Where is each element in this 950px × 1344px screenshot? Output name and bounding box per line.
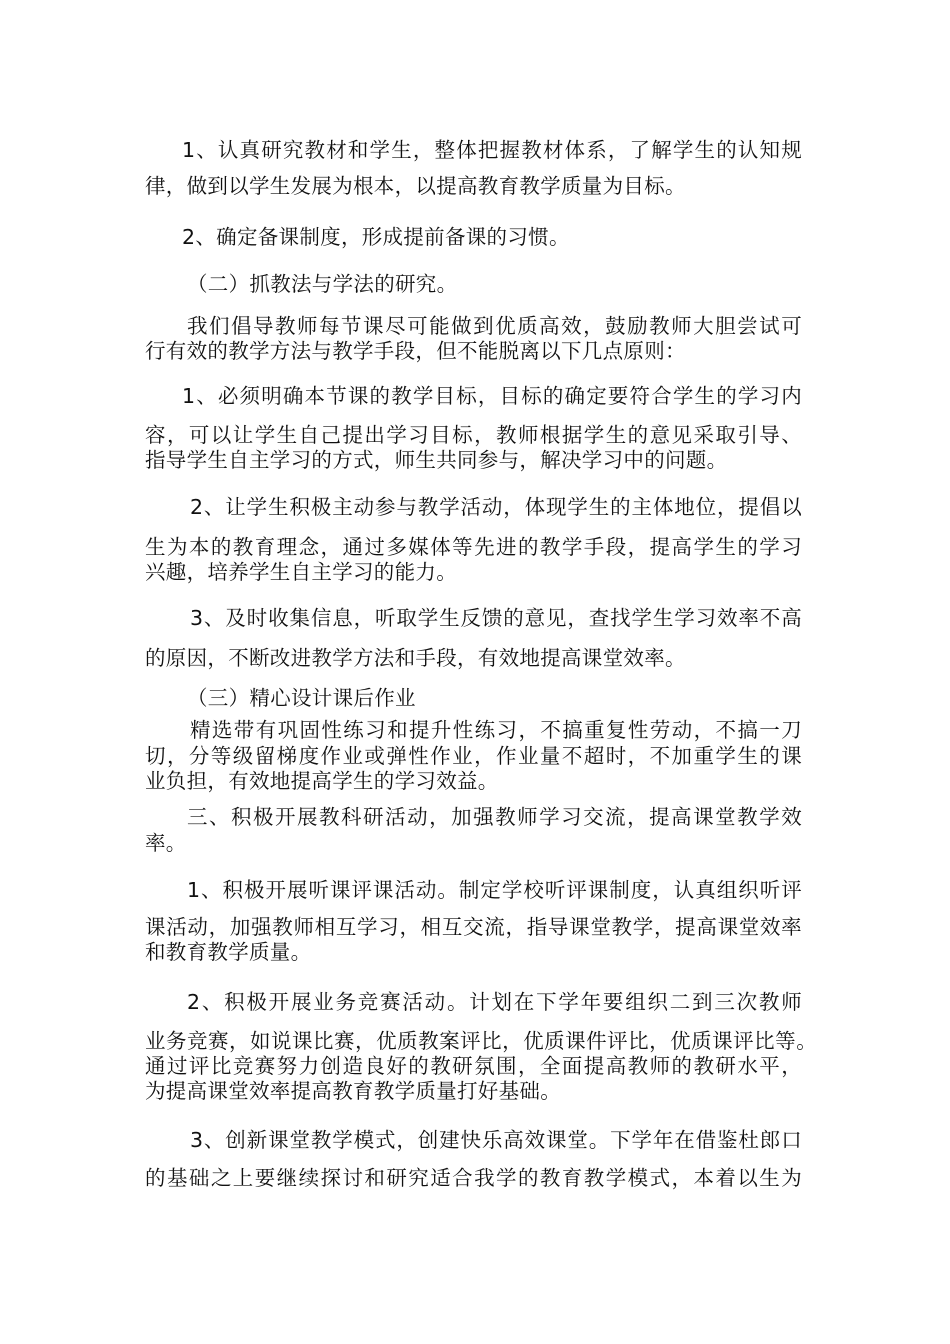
text-line: 2、确定备课制度，形成提前备课的习惯。 <box>182 225 570 249</box>
text-line: 的基础之上要继续探讨和研究适合我学的教育教学模式，本着以生为 <box>145 1166 802 1190</box>
text-line: 通过评比竞赛努力创造良好的教研氛围，全面提高教师的教研水平， <box>145 1054 802 1078</box>
text-line: 律，做到以学生发展为根本，以提高教育教学质量为目标。 <box>145 174 686 198</box>
text-line: 3、创新课堂教学模式，创建快乐高效课堂。下学年在借鉴杜郎口 <box>190 1128 802 1152</box>
text-line: 兴趣，培养学生自主学习的能力。 <box>145 560 457 584</box>
text-line: 容，可以让学生自己提出学习目标，教师根据学生的意见采取引导、 <box>145 423 802 447</box>
text-line: 切，分等级留梯度作业或弹性作业，作业量不超时，不加重学生的课 <box>145 744 802 768</box>
text-line: 行有效的教学方法与教学手段，但不能脱离以下几点原则： <box>145 339 686 363</box>
section-heading: 三、积极开展教科研活动，加强教师学习交流，提高课堂教学效 <box>187 805 802 829</box>
text-line: 和教育教学质量。 <box>145 940 312 964</box>
text-line: 生为本的教育理念，通过多媒体等先进的教学手段，提高学生的学习 <box>145 535 802 559</box>
text-line: 率。 <box>145 831 187 855</box>
text-line: 2、让学生积极主动参与教学活动，体现学生的主体地位，提倡以 <box>190 495 802 519</box>
text-line: 1、认真研究教材和学生，整体把握教材体系，了解学生的认知规 <box>182 138 802 162</box>
text-line: 我们倡导教师每节课尽可能做到优质高效，鼓励教师大胆尝试可 <box>187 314 802 338</box>
section-heading: （三）精心设计课后作业 <box>187 686 416 710</box>
text-line: 的原因，不断改进教学方法和手段，有效地提高课堂效率。 <box>145 646 686 670</box>
text-line: 1、积极开展听课评课活动。制定学校听评课制度，认真组织听评 <box>187 878 802 902</box>
text-line: 1、必须明确本节课的教学目标，目标的确定要符合学生的学习内 <box>182 384 802 408</box>
text-line: 业负担，有效地提高学生的学习效益。 <box>145 769 499 793</box>
text-line: 课活动，加强教师相互学习，相互交流，指导课堂教学，提高课堂效率 <box>145 915 802 939</box>
text-line: 2、积极开展业务竞赛活动。计划在下学年要组织二到三次教师 <box>187 990 802 1014</box>
section-heading: （二）抓教法与学法的研究。 <box>187 272 458 296</box>
text-line: 业务竞赛，如说课比赛，优质教案评比，优质课件评比，优质课评比等。 <box>145 1029 817 1053</box>
text-line: 3、及时收集信息，听取学生反馈的意见，查找学生学习效率不高 <box>190 606 802 630</box>
text-line: 指导学生自主学习的方式，师生共同参与，解决学习中的问题。 <box>145 448 728 472</box>
text-line: 为提高课堂效率提高教育教学质量打好基础。 <box>145 1079 561 1103</box>
text-line: 精选带有巩固性练习和提升性练习，不搞重复性劳动，不搞一刀 <box>190 718 802 742</box>
